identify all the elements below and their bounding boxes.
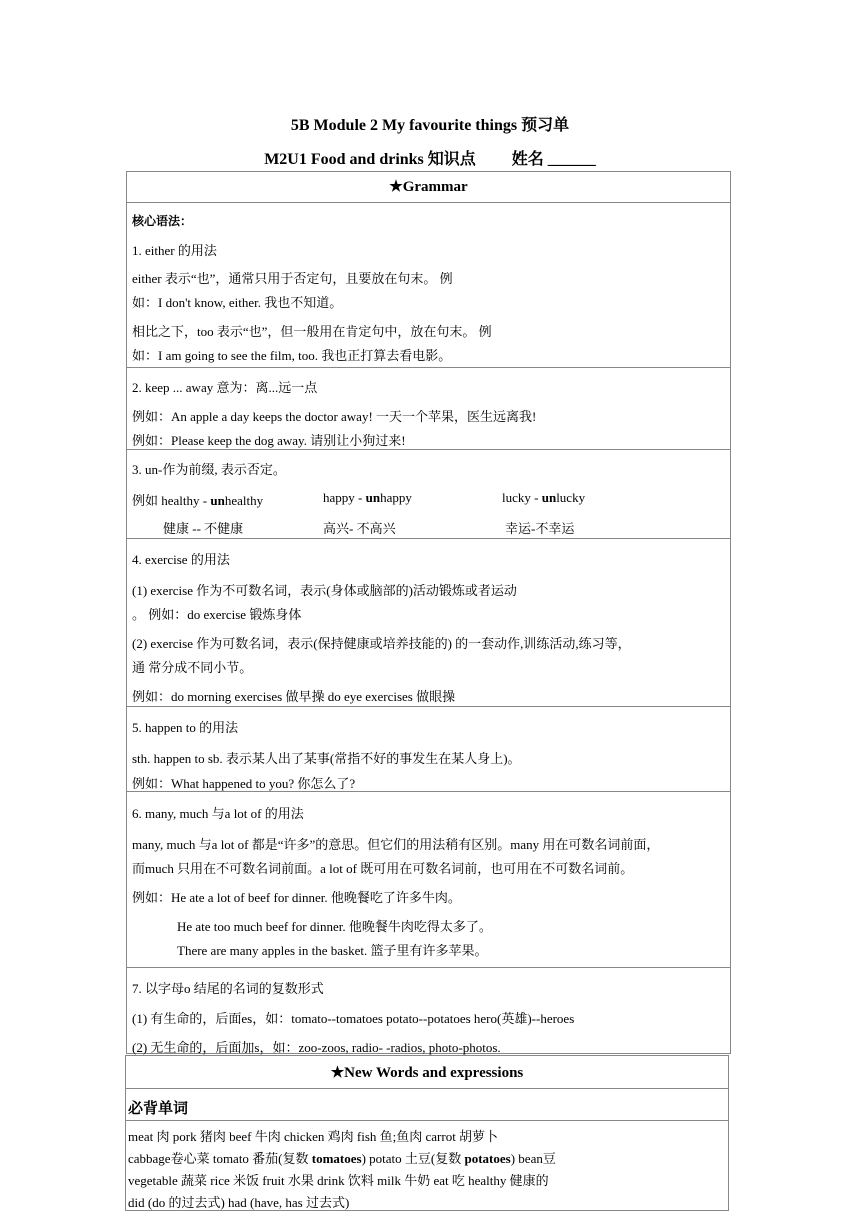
s4-line6: 例如：do morning exercises 做早操 do eye exercises 做眼操 [132,689,456,704]
s4-line5: 通 常分成不同小节。 [132,660,253,675]
s3-ex1-c: healthy [224,493,264,508]
grammar-section-o-plurals [127,968,730,1054]
s3-ex2-c: happy [380,490,412,505]
s3-meaning2: 高兴- 不高兴 [323,521,396,536]
s2-line2: 例如：An apple a day keeps the doctor away! 一天一个苹果，医生远离我! [132,409,537,424]
s6-line3: 而much 只用在不可数名词前面。a lot of 既可用在可数名词前，也可用在不可数名词前。 [132,861,634,876]
s4-line3: 。 例如：do exercise 锻炼身体 [132,607,302,622]
s4-line1: 4. exercise 的用法 [132,552,230,567]
s6-line4: 例如：He ate a lot of beef for dinner. 他晚餐吃了许多牛肉。 [132,890,461,905]
subtitle-text: M2U1 Food and drinks 知识点 [264,151,476,168]
must-learn-words-label: 必背单词 [126,1088,728,1121]
words-row-2-potatoes: potatoes [464,1151,511,1166]
core-grammar-label: 核心语法： [132,214,193,228]
s3-meaning3: 幸运-不幸运 [505,521,575,536]
grammar-section-many-much [127,792,730,968]
s6-line2: many, much 与a lot of 都是“许多”的意思。但它们的用法稍有区别。many 用在可数名词前面， [132,837,660,852]
s5-line3: 例如：What happened to you? 你怎么了? [132,776,356,791]
words-row-3: vegetable 蔬菜 rice 米饭 fruit 水果 drink 饮料 milk 牛奶 eat 吃 healthy 健康的 [128,1173,549,1188]
s3-meaning1: 健康 -- 不健康 [163,521,244,536]
s3-ex3-c: lucky [556,490,586,505]
s1-line4: 相比之下，too 表示“也”，但一般用在肯定句中，放在句末。 例 [132,324,492,339]
s2-line3: 例如：Please keep the dog away. 请别让小狗过来! [132,433,406,448]
words-row-2-e: ) bean豆 [510,1151,556,1166]
new-words-heading: ★New Words and expressions [126,1056,728,1089]
s3-ex2-a: happy - [323,490,366,505]
words-row-2-c: ) potato 土豆(复数 [361,1151,465,1166]
s4-line2: (1) exercise 作为不可数名词，表示(身体或脑部的)活动锻炼或者运动 [132,583,517,598]
s6-line1: 6. many, much 与a lot of 的用法 [132,806,304,821]
s3-ex1-a: 例如 healthy - [132,493,211,508]
name-field-label: 姓名 ______ [511,151,596,168]
s3-ex2 [323,490,412,506]
s2-line1: 2. keep ... away 意为：离...远一点 [132,380,318,395]
document-subtitle [0,146,860,169]
s5-line2: sth. happen to sb. 表示某人出了某事(常指不好的事发生在某人身上)。 [132,751,521,766]
s7-line2: (1) 有生命的，后面es，如：tomato--tomatoes potato--potatoes hero(英雄)--heroes [132,1011,575,1026]
words-row-2-tomatoes: tomatoes [311,1151,362,1166]
s1-line3: 如：I don't know, either. 我也不知道。 [132,295,343,310]
grammar-section-keep-away [127,368,730,450]
s3-ex2-prefix: un [365,490,381,505]
s4-line4: (2) exercise 作为可数名词，表示(保持健康或培养技能的) 的一套动作,训练活动,练习等， [132,636,631,651]
document-title: 5B Module 2 My favourite things 预习单 [290,117,570,134]
s3-examples-row [132,490,263,509]
grammar-section-un-prefix [127,450,730,539]
s3-ex1-prefix: un [210,493,225,508]
words-row-2-a: cabbage卷心菜 tomato 番茄(复数 [128,1151,312,1166]
s3-ex3-prefix: un [541,490,557,505]
grammar-section-exercise [127,539,730,707]
s3-ex3 [502,490,585,506]
s3-line1: 3. un-作为前缀, 表示否定。 [132,462,286,477]
grammar-table [126,171,731,1054]
s3-ex3-a: lucky - [502,490,542,505]
words-row-2 [128,1148,556,1167]
s1-line1: 1. either 的用法 [132,243,217,258]
s7-line3: (2) 无生命的，后面加s，如：zoo-zoos, radio- -radios, photo-photos. [132,1040,501,1055]
grammar-heading: ★Grammar [127,172,730,203]
s6-line5: He ate too much beef for dinner. 他晚餐牛肉吃得太多了。 [177,919,492,934]
s5-line1: 5. happen to 的用法 [132,720,239,735]
s6-line6: There are many apples in the basket. 篮子里有许多苹果。 [177,943,488,958]
grammar-section-either [127,202,730,368]
new-words-table [125,1055,729,1211]
words-row-4: did (do 的过去式) had (have, has 过去式) [128,1195,350,1210]
s1-line2: either 表示“也”，通常只用于否定句，且要放在句末。 例 [132,271,453,286]
s7-line1: 7. 以字母o 结尾的名词的复数形式 [132,981,324,996]
words-row-1: meat 肉 pork 猪肉 beef 牛肉 chicken 鸡肉 fish 鱼;鱼肉 carrot 胡萝卜 [128,1129,499,1144]
grammar-section-happen-to [127,707,730,792]
s1-line5: 如：I am going to see the film, too. 我也正打算去看电影。 [132,348,452,363]
